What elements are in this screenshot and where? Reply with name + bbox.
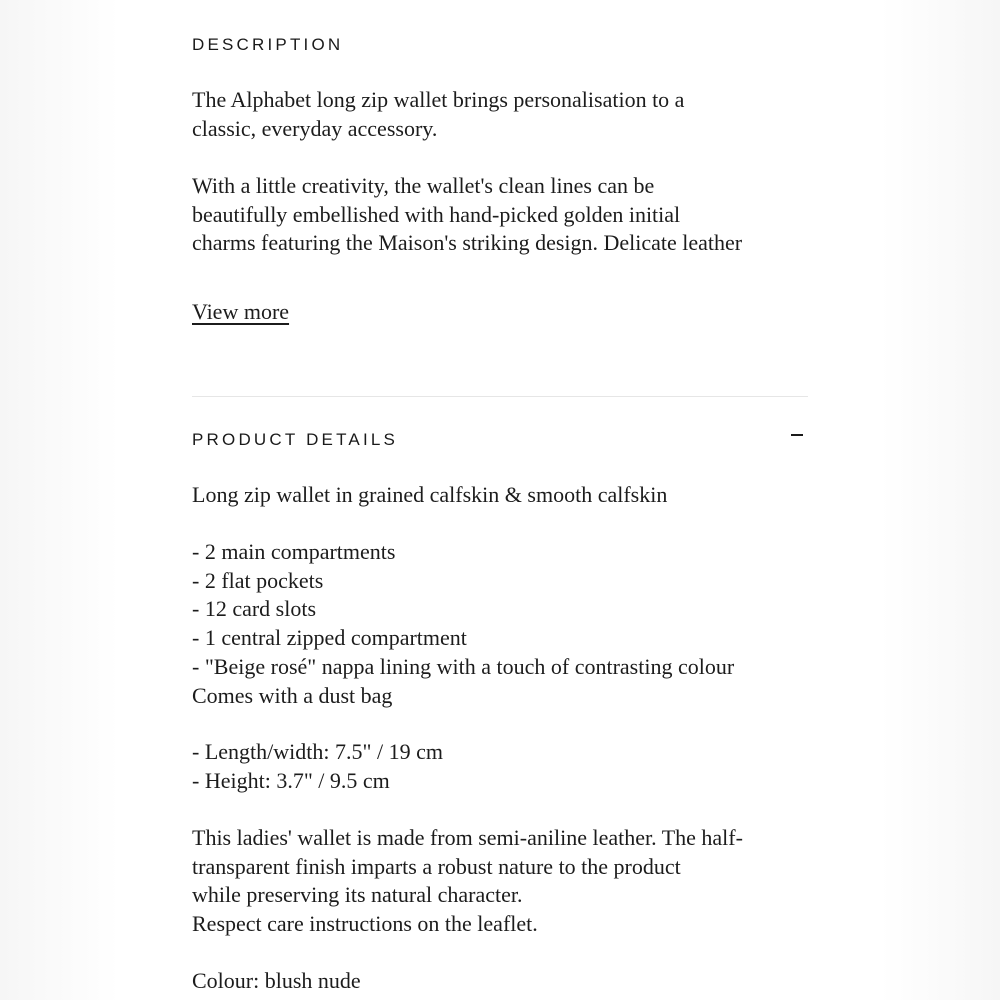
summary-line: Long zip wallet in grained calfskin & smooth calfskin bbox=[192, 482, 668, 507]
description-heading: DESCRIPTION bbox=[192, 35, 344, 54]
material-line: Respect care instructions on the leaflet. bbox=[192, 911, 538, 937]
feature-item: - 12 card slots bbox=[192, 596, 317, 622]
description-line: charms featuring the Maison's striking design. Delicate leather bbox=[192, 230, 743, 256]
product-features-list bbox=[192, 538, 734, 710]
product-summary bbox=[192, 481, 667, 510]
product-colour bbox=[192, 967, 361, 996]
colour-line: Colour: blush nude bbox=[192, 968, 361, 993]
dimension-item: - Length/width: 7.5" / 19 cm bbox=[192, 739, 443, 764]
description-paragraph-1 bbox=[192, 86, 817, 143]
feature-item: Comes with a dust bag bbox=[192, 682, 393, 708]
feature-item: - 1 central zipped compartment bbox=[192, 625, 467, 651]
material-line: while preserving its natural character. bbox=[192, 882, 523, 908]
description-line: beautifully embellished with hand-picked golden initial bbox=[192, 201, 681, 227]
material-line: This ladies' wallet is made from semi-aniline leather. The half- bbox=[192, 825, 743, 850]
description-line: The Alphabet long zip wallet brings personalisation to a bbox=[192, 87, 685, 112]
collapse-button[interactable] bbox=[786, 426, 808, 444]
dimension-item: - Height: 3.7" / 9.5 cm bbox=[192, 767, 390, 793]
view-more-link[interactable]: View more bbox=[192, 299, 290, 324]
product-material bbox=[192, 824, 743, 939]
description-line: classic, everyday accessory. bbox=[192, 115, 438, 141]
description-line: With a little creativity, the wallet's clean lines can be bbox=[192, 173, 655, 198]
feature-item: - "Beige rosé" nappa lining with a touch of contrasting colour bbox=[192, 653, 735, 679]
product-details-heading[interactable]: PRODUCT DETAILS bbox=[192, 430, 399, 449]
minus-icon bbox=[791, 434, 803, 436]
feature-item: - 2 flat pockets bbox=[192, 567, 324, 593]
feature-item: - 2 main compartments bbox=[192, 539, 396, 564]
product-dimensions bbox=[192, 738, 443, 795]
section-divider bbox=[192, 396, 808, 397]
material-line: transparent finish imparts a robust nature to the product bbox=[192, 853, 681, 879]
description-paragraph-2 bbox=[192, 172, 817, 258]
